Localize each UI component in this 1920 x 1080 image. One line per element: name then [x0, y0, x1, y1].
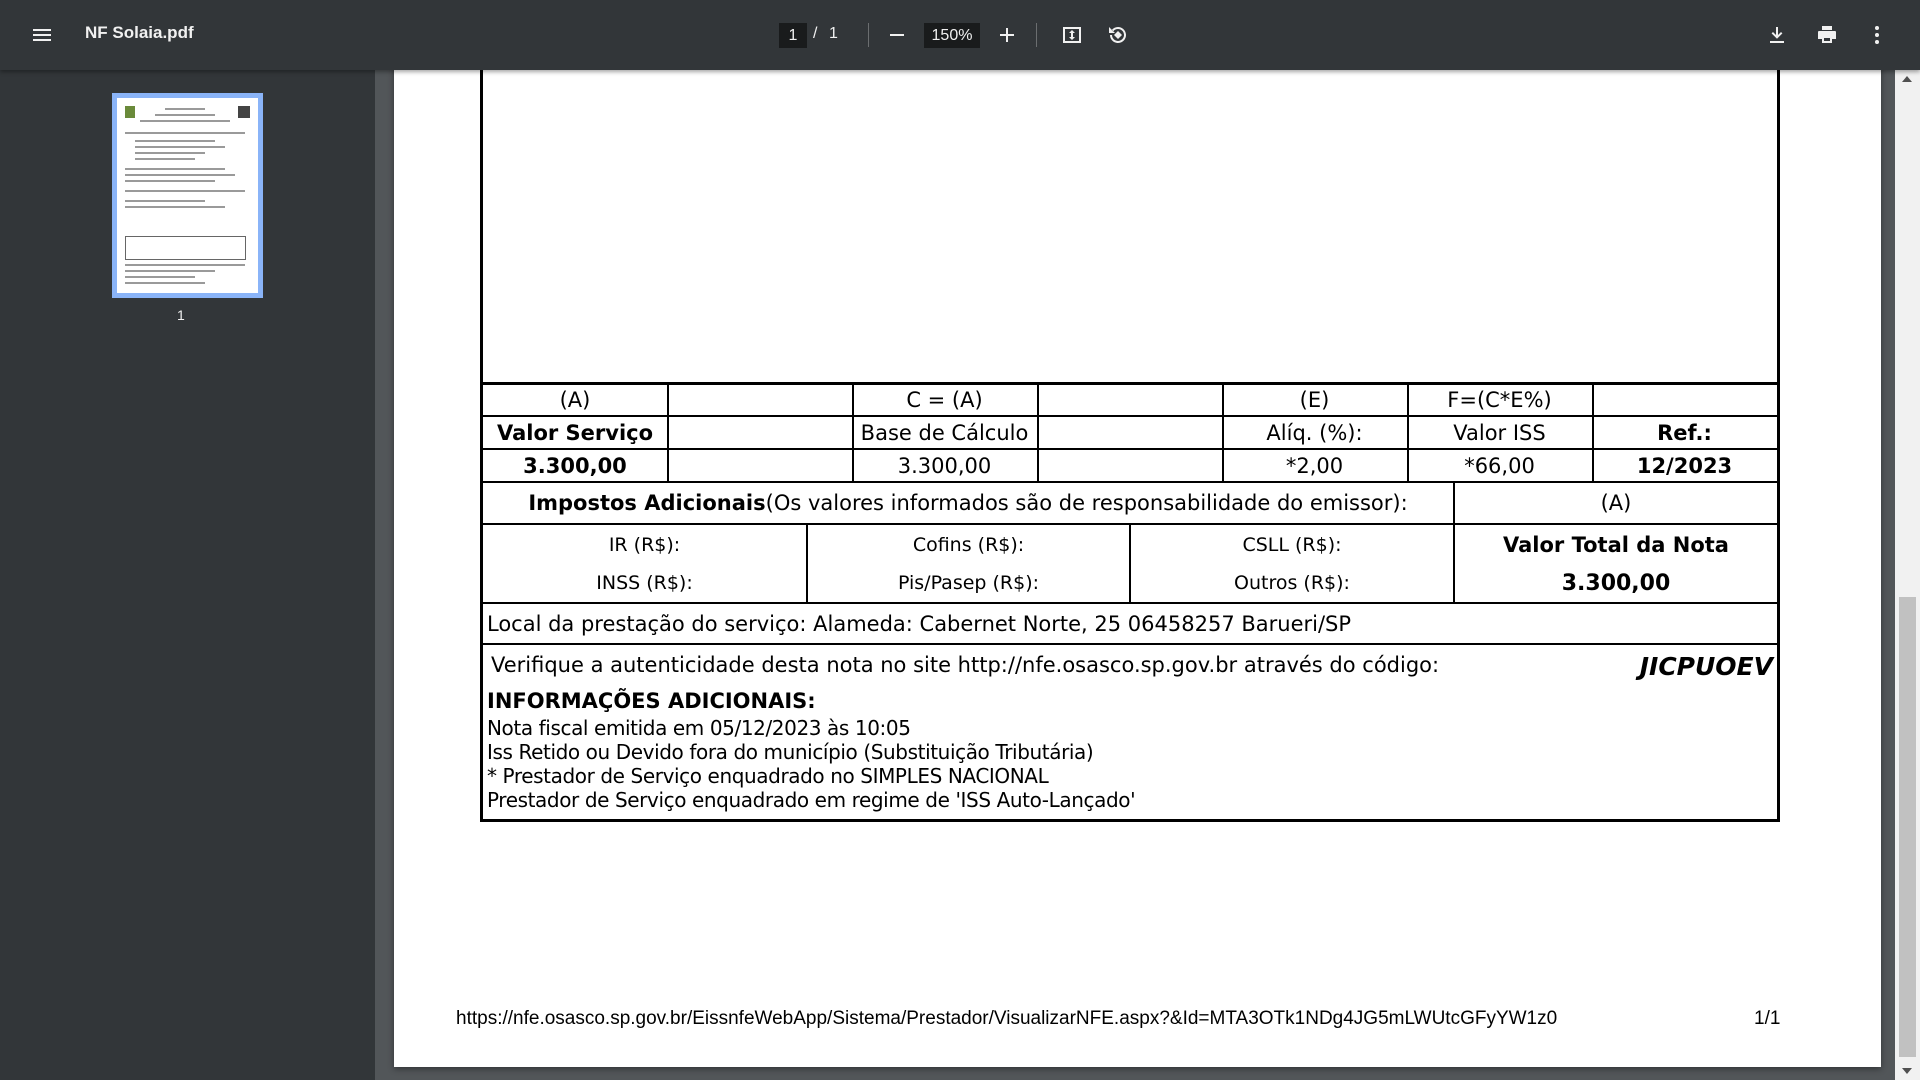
verifique-autenticidade: Verifique a autenticidade desta nota no site http://nfe.osasco.sp.gov.br através do código:	[491, 653, 1440, 677]
col-e-header: (E)	[1299, 388, 1330, 412]
outros-label: Outros (R$):	[1234, 572, 1350, 594]
pis-pasep-label: Pis/Pasep (R$):	[897, 572, 1040, 594]
info-line: Prestador de Serviço enquadrado em regime de 'ISS Auto-Lançado'	[487, 788, 1136, 812]
valor-total-value: 3.300,00	[1561, 570, 1671, 596]
impostos-a-label: (A)	[1600, 491, 1632, 515]
printer-icon	[1815, 23, 1839, 47]
ref-label: Ref.:	[1657, 420, 1712, 445]
valor-iss-value: *66,00	[1464, 453, 1535, 478]
menu-icon[interactable]	[22, 15, 62, 55]
valor-iss-label: Valor ISS	[1453, 420, 1546, 445]
base-calculo-label: Base de Cálculo	[860, 420, 1029, 445]
thumbnail-page-number: 1	[177, 307, 185, 323]
valor-total-label: Valor Total da Nota	[1503, 533, 1729, 557]
zoom-out-button[interactable]	[877, 15, 917, 55]
scroll-up-arrow-icon[interactable]	[1902, 76, 1912, 82]
informacoes-adicionais-title: INFORMAÇÕES ADICIONAIS:	[487, 689, 816, 713]
aliquota-value: *2,00	[1285, 453, 1344, 478]
info-line: Iss Retido ou Devido fora do município (Substituição Tributária)	[487, 740, 1094, 764]
impostos-adicionais-heading	[483, 483, 1453, 523]
fit-to-page-button[interactable]	[1052, 15, 1092, 55]
pdf-toolbar	[0, 0, 1920, 70]
document-viewer[interactable]	[375, 70, 1895, 1080]
vertical-scrollbar[interactable]	[1895, 70, 1920, 1080]
thumbnail-preview	[125, 104, 250, 287]
page-number-input[interactable]: 1	[779, 23, 807, 48]
toolbar-divider	[1036, 23, 1037, 47]
page-separator: /	[813, 25, 818, 42]
toolbar-divider	[868, 23, 869, 47]
download-icon	[1765, 23, 1789, 47]
more-vertical-icon	[1865, 23, 1889, 47]
scroll-down-arrow-icon[interactable]	[1902, 1068, 1912, 1074]
rotate-button[interactable]	[1098, 15, 1138, 55]
pdf-page	[394, 70, 1881, 1067]
codigo-verificacao: JICPUOEV	[1639, 651, 1773, 681]
page-total: 1	[829, 25, 838, 42]
cofins-label: Cofins (R$):	[912, 534, 1025, 556]
valor-servico-value: 3.300,00	[523, 453, 627, 478]
more-options-button[interactable]	[1857, 15, 1897, 55]
rotate-counterclockwise-icon	[1106, 23, 1130, 47]
zoom-in-button[interactable]	[987, 15, 1027, 55]
info-line: Nota fiscal emitida em 05/12/2023 às 10:05	[487, 716, 911, 740]
footer-page-number: 1/1	[1754, 1008, 1781, 1029]
impostos-note: (Os valores informados são de responsabilidade do emissor):	[765, 491, 1408, 515]
info-line: * Prestador de Serviço enquadrado no SIMPLES NACIONAL	[487, 764, 1049, 788]
thumbnail-sidebar	[0, 70, 375, 1080]
print-button[interactable]	[1807, 15, 1847, 55]
plus-icon	[995, 23, 1019, 47]
inss-label: INSS (R$):	[596, 572, 693, 594]
col-c-header: C = (A)	[906, 388, 983, 412]
page-thumbnail[interactable]	[112, 93, 263, 298]
valor-servico-label: Valor Serviço	[496, 420, 654, 445]
local-prestacao: Local da prestação do serviço: Alameda: Cabernet Norte, 25 06458257 Barueri/SP	[487, 611, 1352, 636]
col-a-header: (A)	[559, 388, 591, 412]
download-button[interactable]	[1757, 15, 1797, 55]
scrollbar-thumb[interactable]	[1899, 597, 1916, 1057]
csll-label: CSLL (R$):	[1242, 534, 1342, 556]
ref-value: 12/2023	[1636, 453, 1733, 478]
impostos-title: Impostos Adicionais	[528, 491, 766, 515]
fit-page-icon	[1060, 23, 1084, 47]
footer-url: https://nfe.osasco.sp.gov.br/EissnfeWebApp/Sistema/Prestador/VisualizarNFE.aspx?&Id=MTA3OTk1NDg4JG5mLWUtcGFyYW1z0	[456, 1008, 1558, 1029]
col-f-header: F=(C*E%)	[1447, 388, 1552, 412]
ir-label: IR (R$):	[608, 534, 681, 556]
zoom-level-input[interactable]: 150%	[924, 23, 980, 48]
minus-icon	[885, 23, 909, 47]
base-calculo-value: 3.300,00	[897, 453, 992, 478]
aliquota-label: Alíq. (%):	[1266, 420, 1363, 445]
invoice-table	[480, 70, 1780, 822]
document-title: NF Solaia.pdf	[85, 23, 194, 42]
